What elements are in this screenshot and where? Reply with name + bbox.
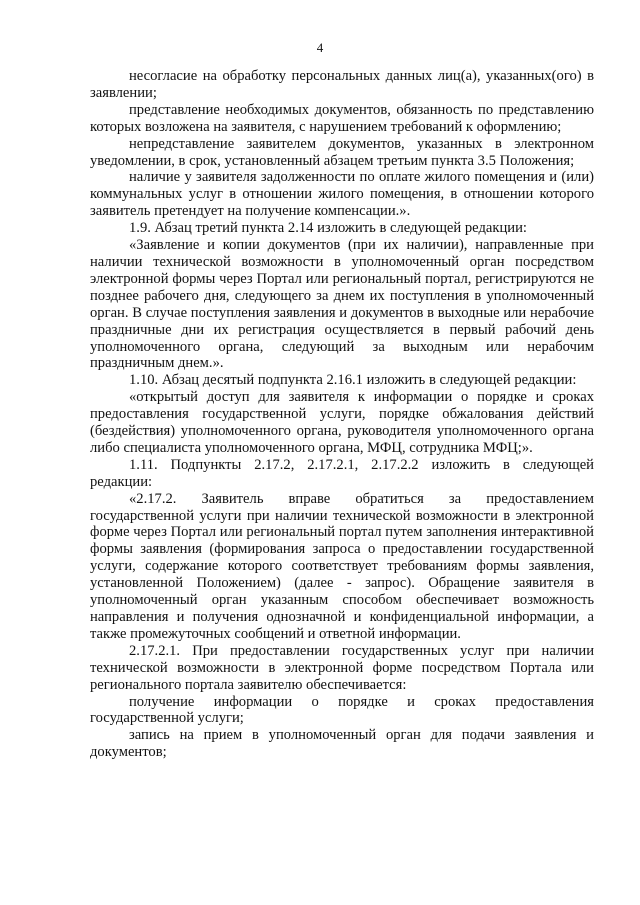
document-body — [90, 68, 594, 761]
page-number: 4 — [316, 40, 324, 55]
paragraph: «открытый доступ для заявителя к информации о порядке и сроках предоставления государственной услуги, порядке обжалования действий (бездействия) уполномоченного органа, руководителя уполномоченного органа либо специалиста уполномоченного органа, МФЦ, сотрудника МФЦ;». — [90, 389, 594, 456]
paragraph: наличие у заявителя задолженности по оплате жилого помещения и (или) коммунальных услуг в отношении жилого помещения, в отношении которого заявитель претендует на получение компенсации.». — [90, 169, 594, 220]
paragraph: 2.17.2.1. При предоставлении государственных услуг при наличии технической возможности в электронной форме посредством Портала или регионального портала заявителю обеспечивается: — [90, 642, 594, 693]
paragraph: получение информации о порядке и сроках предоставления государственной услуги; — [90, 693, 594, 727]
paragraph: «2.17.2. Заявитель вправе обратиться за предоставлением государственной услуги при наличии технической возможности в электронной форме через Портал или региональный портал путем заполнения интерактивной формы заявления (формирования запроса о предоставлении государственной услуги, содержание которого соответствует требованиям формы заявления, установленной Положением) (далее - запрос). Обращение заявителя в уполномоченный орган указанным способом обеспечивает возможность направления и получения однозначной и конфиденциальной информации, а также промежуточных сообщений и ответной информации. — [90, 490, 594, 642]
paragraph: несогласие на обработку персональных данных лиц(а), указанных(ого) в заявлении; — [90, 68, 594, 101]
paragraph: 1.11. Подпункты 2.17.2, 2.17.2.1, 2.17.2.2 изложить в следующей редакции: — [90, 456, 594, 490]
paragraph: запись на прием в уполномоченный орган для подачи заявления и документов; — [90, 727, 594, 761]
paragraph: 1.9. Абзац третий пункта 2.14 изложить в следующей редакции: — [129, 220, 527, 237]
paragraph: «Заявление и копии документов (при их наличии), направленные при наличии технической возможности в уполномоченный орган посредством электронной формы через Портал или региональный портал, регистрируются не позднее рабочего дня, следующего за днем их поступления в уполномоченный орган. В случае поступления заявления и документов в выходные или нерабочие праздничные дни их регистрация осуществляется в первый рабочий день уполномоченного органа, следующий за выходным или нерабочим праздничным днем.». — [90, 237, 594, 372]
paragraph: представление необходимых документов, обязанность по представлению которых возложена на заявителя, с нарушением требований к оформлению; — [90, 101, 594, 135]
paragraph: непредставление заявителем документов, указанных в электронном уведомлении, в срок, установленный абзацем третьим пункта 3.5 Положения; — [90, 135, 594, 169]
paragraph: 1.10. Абзац десятый подпункта 2.16.1 изложить в следующей редакции: — [129, 372, 577, 389]
